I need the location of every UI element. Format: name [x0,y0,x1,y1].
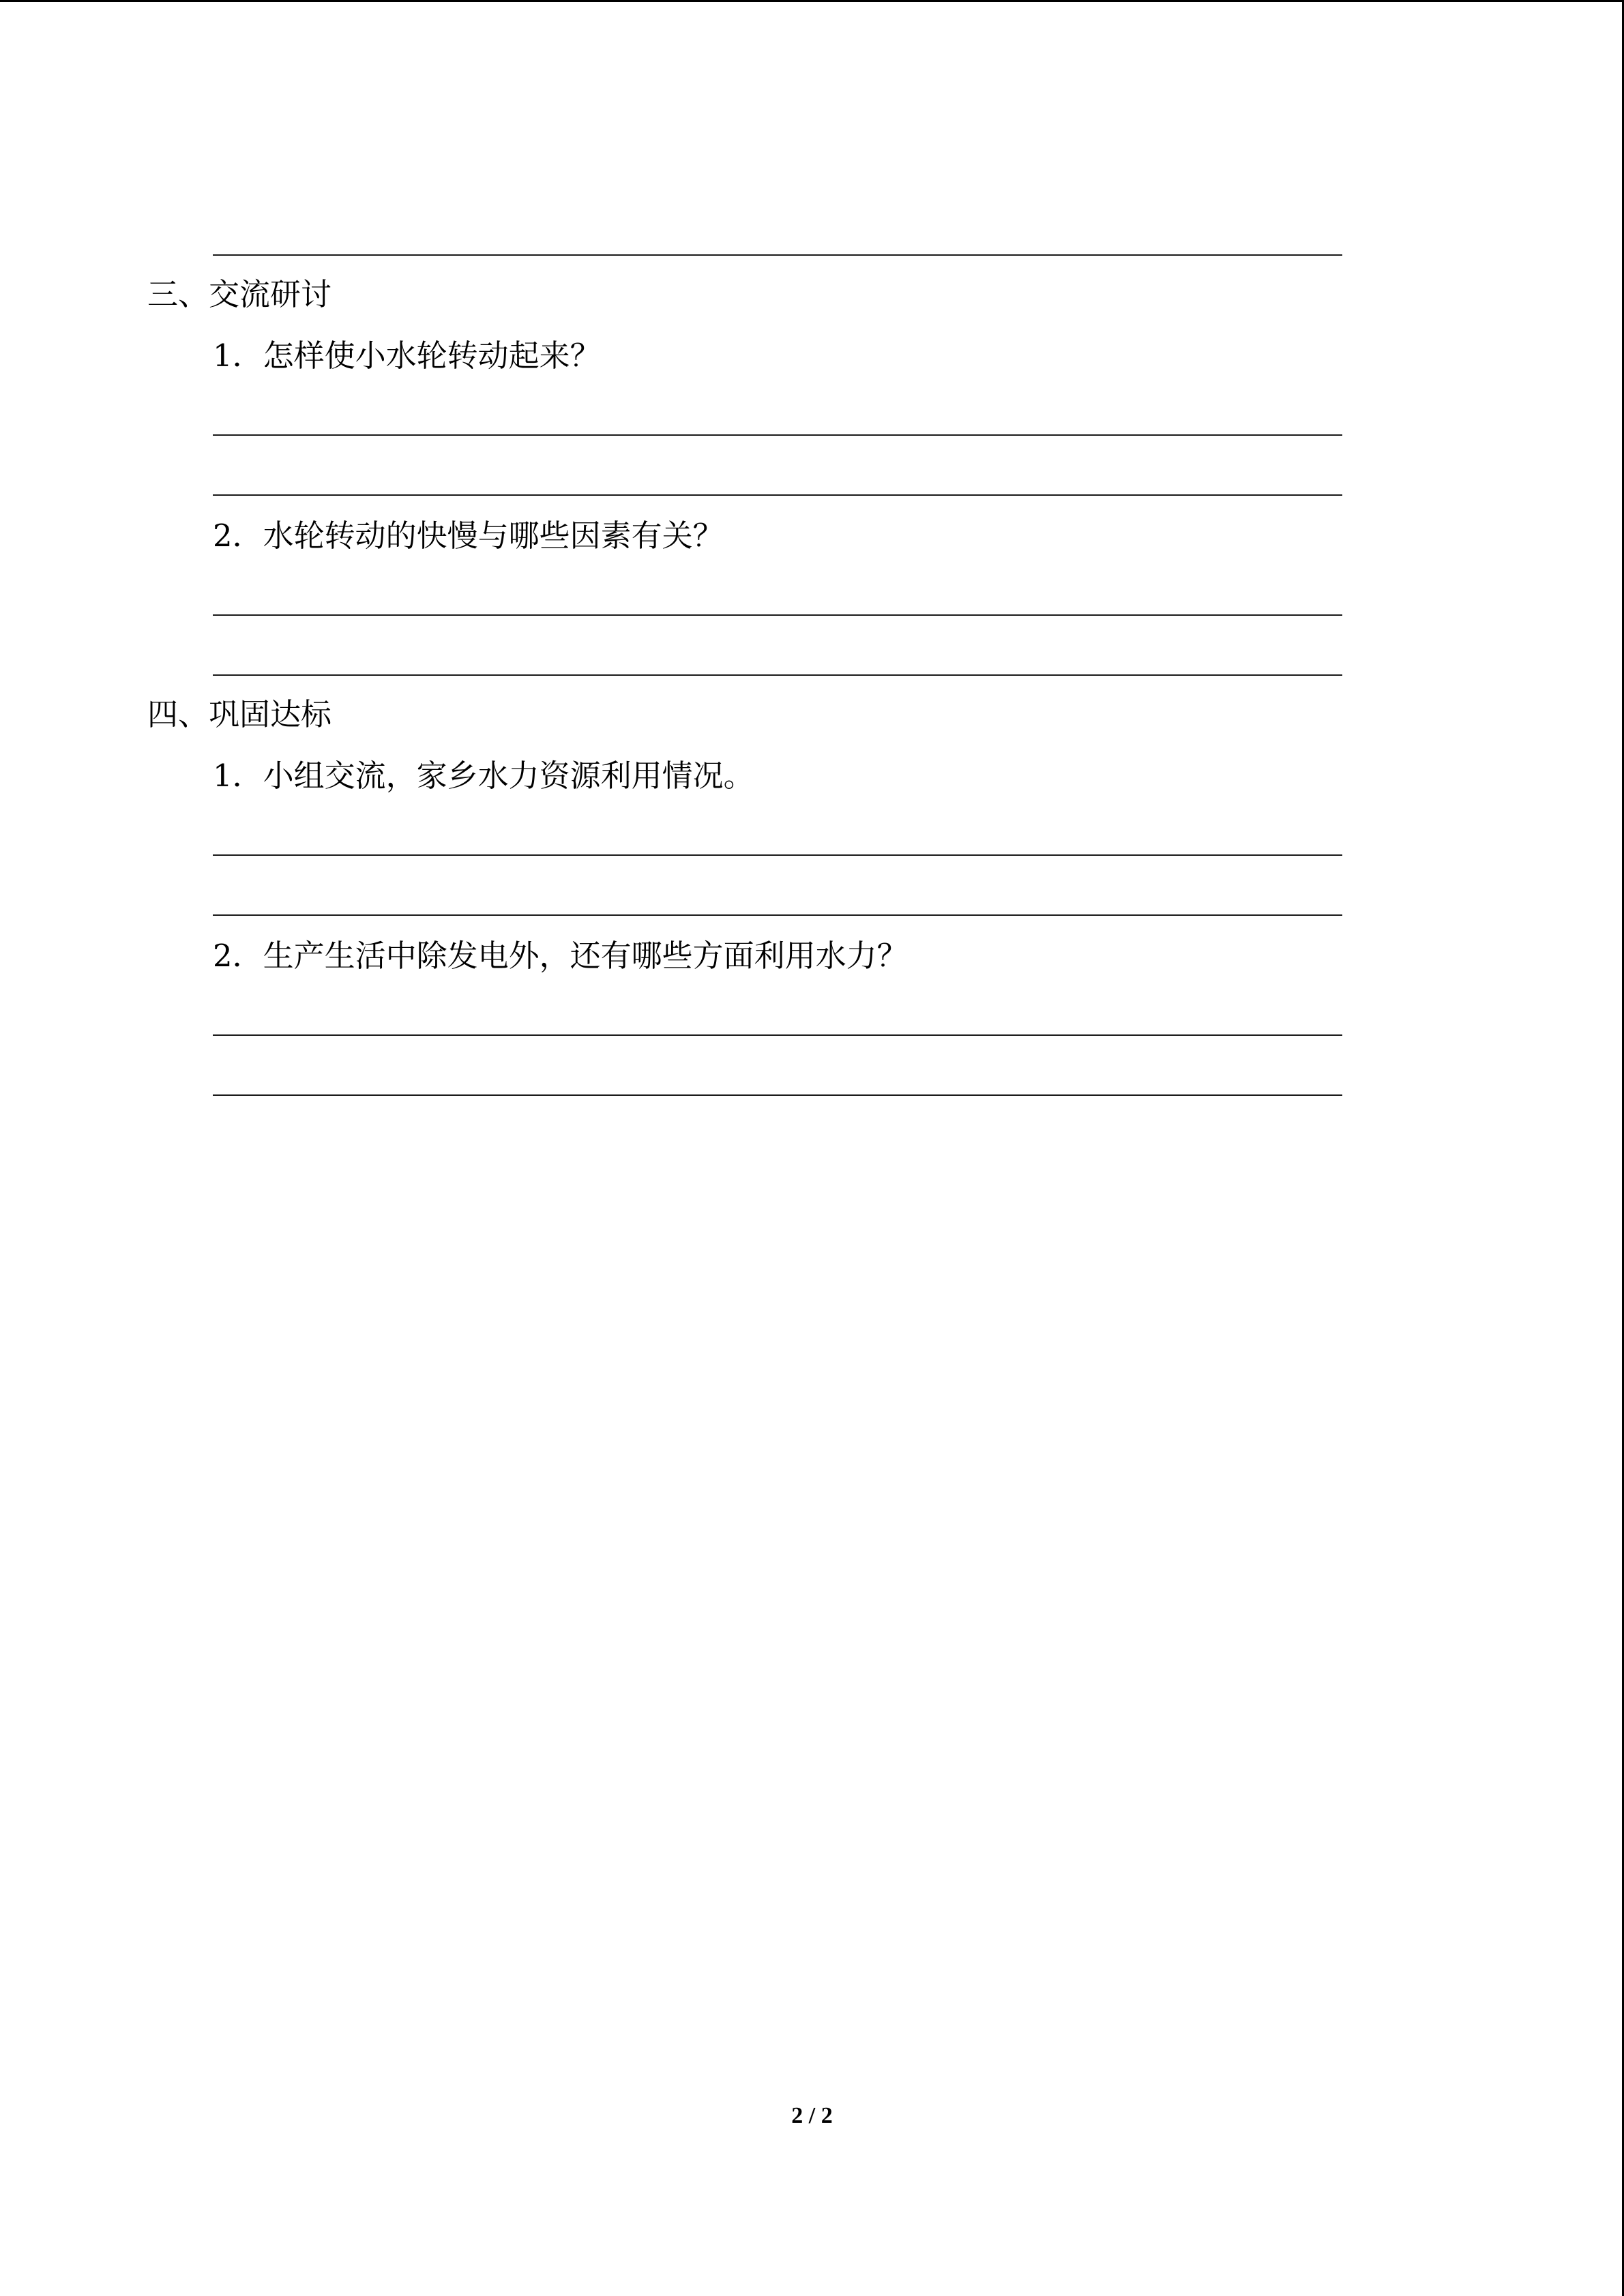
section-heading: 四、巩固达标 [147,696,332,732]
page-border-top [0,0,1624,2]
question-text: 2．生产生活中除发电外，还有哪些方面利用水力？ [213,938,908,974]
answer-line[interactable] [213,914,1342,916]
answer-line[interactable] [213,1094,1342,1096]
answer-line[interactable] [213,854,1342,856]
question-text: 2．水轮转动的快慢与哪些因素有关？ [213,518,724,554]
answer-line[interactable] [213,494,1342,496]
section-heading: 三、交流研讨 [147,276,332,312]
answer-line[interactable] [213,614,1342,616]
answer-line[interactable] [213,1034,1342,1036]
question-text: 1．小组交流，家乡水力资源利用情况。 [213,758,754,794]
answer-line[interactable] [213,674,1342,676]
answer-line[interactable] [213,254,1342,256]
answer-line[interactable] [213,434,1342,436]
question-text: 1．怎样使小水轮转动起来？ [213,338,601,374]
page-number: 2 / 2 [791,2103,833,2128]
